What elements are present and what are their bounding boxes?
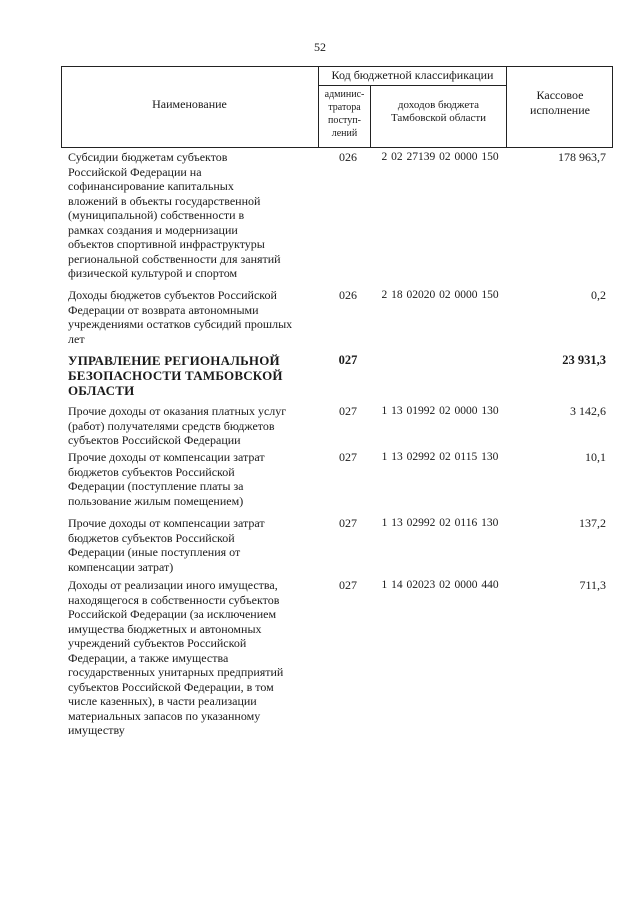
row-amount: 10,1 xyxy=(585,450,606,464)
row-name-line: физической культурой и спортом xyxy=(68,266,238,280)
table-header xyxy=(61,66,613,148)
row-admin-code: 027 xyxy=(339,404,357,418)
row-admin-code: 027 xyxy=(339,578,357,592)
row-name-line: субъектов Российской Федерации, в том xyxy=(68,679,274,694)
row-amount: 3 142,6 xyxy=(570,404,606,418)
row-name xyxy=(68,578,323,738)
row-name-line: Доходы бюджетов субъектов Российской xyxy=(68,288,277,302)
row-name-line: Российской Федерации (за исключением xyxy=(68,607,277,621)
row-name-line: ОБЛАСТИ xyxy=(68,383,135,398)
row-name-line: учреждений субъектов Российской xyxy=(68,636,247,650)
row-income-code: 1 13 01992 02 0000 130 xyxy=(381,405,499,417)
row-income-code: 1 14 02023 02 0000 440 xyxy=(381,579,499,591)
row-name-line: Федерации (иные поступления от xyxy=(68,545,241,559)
row-name xyxy=(68,353,323,398)
row-name-line: пользование жилым помещением) xyxy=(68,493,244,508)
row-name-line: бюджетов субъектов Российской xyxy=(68,464,235,479)
row-name xyxy=(68,288,323,346)
row-admin-code: 027 xyxy=(339,450,357,464)
row-name xyxy=(68,450,323,508)
header-code-group: Код бюджетной классификации xyxy=(331,68,494,82)
row-admin-code: 027 xyxy=(338,353,358,367)
row-name-line: объектов спортивной инфраструктуры xyxy=(68,237,265,251)
row-name-line: Федерации (поступление платы за xyxy=(68,479,244,493)
row-name xyxy=(68,150,323,281)
row-name-line: (работ) получателями средств бюджетов xyxy=(68,418,275,433)
row-name xyxy=(68,404,323,448)
row-name-line: УПРАВЛЕНИЕ РЕГИОНАЛЬНОЙ xyxy=(68,353,280,368)
row-name-line: софинансирование капитальных xyxy=(68,179,234,193)
row-name-line: БЕЗОПАСНОСТИ ТАМБОВСКОЙ xyxy=(68,368,283,383)
row-amount: 711,3 xyxy=(579,578,606,592)
row-name-line: Прочие доходы от оказания платных услуг xyxy=(68,404,287,418)
row-name-line: Доходы от реализации иного имущества, xyxy=(68,578,278,592)
row-amount: 178 963,7 xyxy=(558,150,606,164)
row-name-line: Федерации, а также имущества xyxy=(68,650,229,665)
row-name-line: государственных унитарных предприятий xyxy=(68,665,284,679)
row-name-line: Российской Федерации на xyxy=(68,164,202,179)
row-income-code: 2 02 27139 02 0000 150 xyxy=(381,151,499,163)
row-name xyxy=(68,516,323,574)
row-name-line: числе казенных), в части реализации xyxy=(68,694,257,708)
row-name-line: лет xyxy=(68,331,85,346)
row-name-line: учреждениями остатков субсидий прошлых xyxy=(68,317,293,331)
row-name-line: Субсидии бюджетам субъектов xyxy=(68,150,228,164)
row-name-line: компенсации затрат) xyxy=(68,559,174,574)
row-name-line: субъектов Российской Федерации xyxy=(68,433,241,447)
row-income-code: 1 13 02992 02 0116 130 xyxy=(381,517,499,529)
header-execution: Кассовое исполнение xyxy=(530,88,590,117)
header-income: доходов бюджета Тамбовской области xyxy=(390,99,487,124)
row-name-line: имущества бюджетных и автономных xyxy=(68,621,262,636)
row-amount: 137,2 xyxy=(579,516,606,530)
row-amount: 0,2 xyxy=(591,288,606,302)
row-name-line: рамках создания и модернизации xyxy=(68,222,238,237)
row-name-line: региональной собственности для занятий xyxy=(68,251,281,266)
row-name-line: Федерации от возврата автономными xyxy=(68,302,259,317)
header-name: Наименование xyxy=(152,97,227,111)
row-name-line: (муниципальной) собственности в xyxy=(68,208,245,222)
header-admin: админис- тратора поступ- лений xyxy=(324,89,365,139)
row-admin-code: 026 xyxy=(339,150,357,164)
row-admin-code: 026 xyxy=(339,288,357,302)
page-number: 52 xyxy=(314,40,326,54)
row-name-line: вложений в объекты государственной xyxy=(68,193,261,208)
row-admin-code: 027 xyxy=(339,516,357,530)
row-name-line: Прочие доходы от компенсации затрат xyxy=(68,450,265,464)
row-income-code: 2 18 02020 02 0000 150 xyxy=(381,289,499,301)
row-name-line: Прочие доходы от компенсации затрат xyxy=(68,516,265,530)
row-amount: 23 931,3 xyxy=(562,353,606,367)
row-name-line: бюджетов субъектов Российской xyxy=(68,530,235,545)
row-income-code: 1 13 02992 02 0115 130 xyxy=(381,451,499,463)
row-name-line: находящегося в собственности субъектов xyxy=(68,592,280,607)
row-name-line: материальных запасов по указанному xyxy=(68,708,261,723)
row-name-line: имуществу xyxy=(68,723,125,737)
